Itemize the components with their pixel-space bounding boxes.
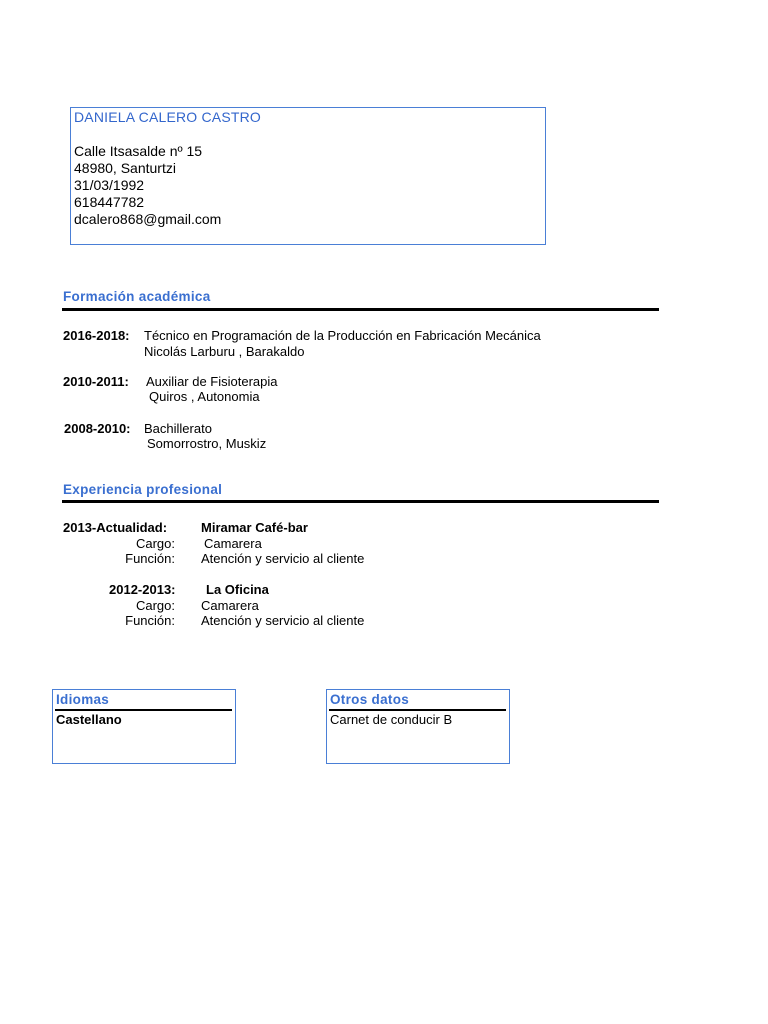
education-period: 2010-2011:	[63, 374, 129, 389]
experience-cargo: Camarera	[201, 598, 259, 613]
education-period: 2016-2018:	[63, 328, 130, 343]
language-item: Castellano	[56, 712, 122, 727]
education-degree: Auxiliar de Fisioterapia	[146, 374, 278, 389]
experience-funcion-label: Función:	[125, 551, 175, 566]
experience-divider	[62, 500, 659, 503]
education-title: Formación académica	[63, 289, 211, 304]
experience-period: 2012-2013:	[109, 582, 176, 597]
contact-phone: 618447782	[74, 194, 145, 210]
experience-company: La Oficina	[206, 582, 269, 597]
other-data-divider	[329, 709, 506, 711]
experience-funcion: Atención y servicio al cliente	[201, 551, 365, 566]
experience-cargo-label: Cargo:	[135, 536, 175, 551]
contact-city: 48980, Santurtzi	[74, 160, 176, 176]
languages-title: Idiomas	[56, 692, 110, 707]
other-data-title: Otros datos	[330, 692, 410, 707]
education-school: Nicolás Larburu , Barakaldo	[144, 344, 305, 359]
education-period: 2008-2010:	[64, 421, 131, 436]
experience-cargo: Camarera	[204, 536, 262, 551]
experience-company: Miramar Café-bar	[201, 520, 308, 535]
languages-divider	[55, 709, 232, 711]
education-divider	[62, 308, 659, 311]
education-degree: Técnico en Programación de la Producción en Fabricación Mecánica	[144, 328, 541, 343]
experience-period: 2013-Actualidad:	[63, 520, 168, 535]
experience-title: Experiencia profesional	[63, 482, 223, 497]
contact-birthdate: 31/03/1992	[74, 177, 145, 193]
experience-cargo-label: Cargo:	[135, 598, 175, 613]
other-data-item: Carnet de conducir B	[330, 712, 453, 727]
education-school: Quiros , Autonomia	[149, 389, 260, 404]
contact-email: dcalero868@gmail.com	[74, 211, 222, 227]
candidate-name: DANIELA CALERO CASTRO	[74, 109, 262, 125]
experience-funcion-label: Función:	[125, 613, 175, 628]
contact-address: Calle Itsasalde nº 15	[74, 143, 203, 159]
education-degree: Bachillerato	[144, 421, 212, 436]
education-school: Somorrostro, Muskiz	[147, 436, 267, 451]
experience-funcion: Atención y servicio al cliente	[201, 613, 365, 628]
